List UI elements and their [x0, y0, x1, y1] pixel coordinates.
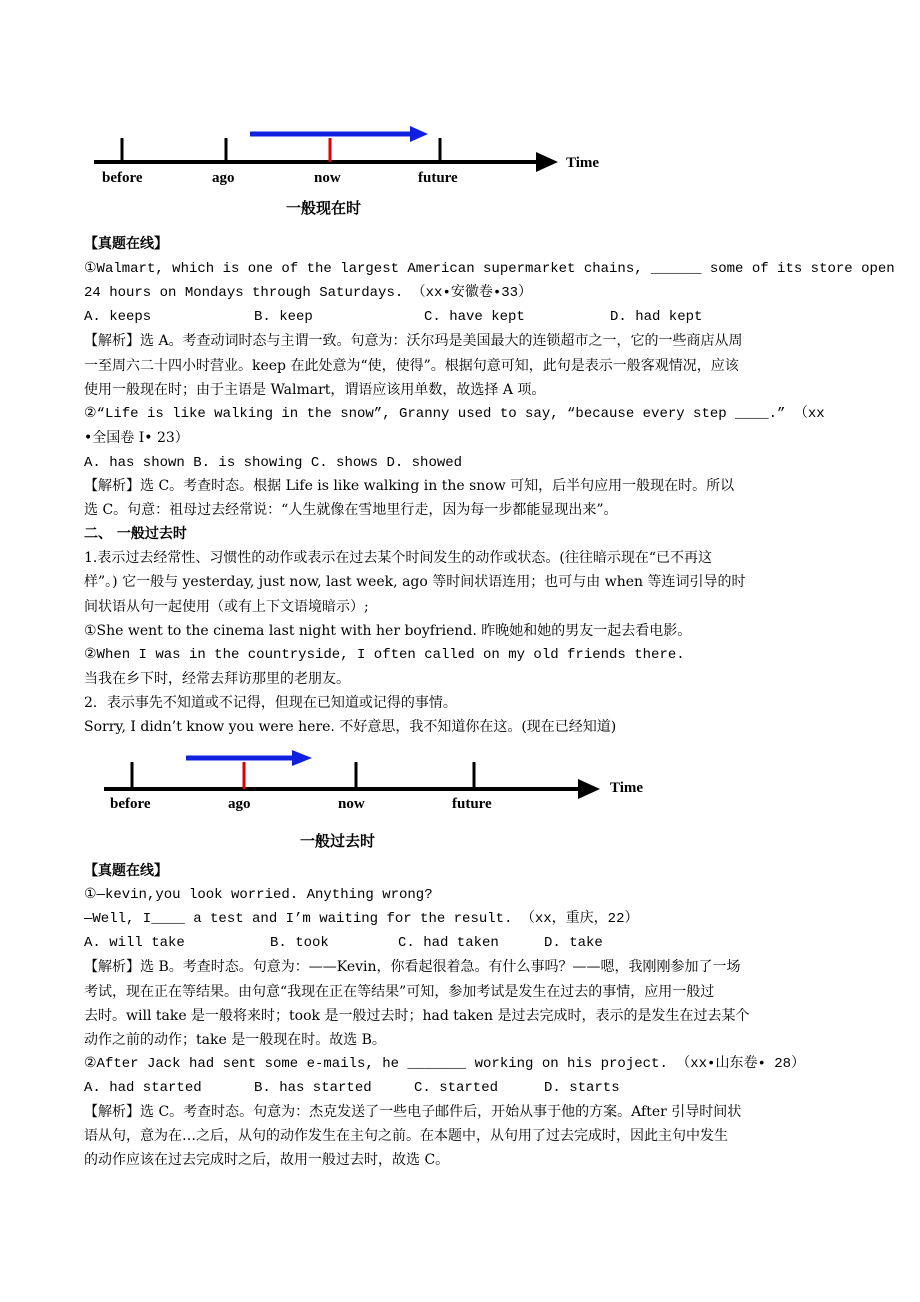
option-b: B. has started — [254, 1080, 372, 1096]
analysis-1-line-1: 【解析】选 A。考查动词时态与主谓一致。句意为：沃尔玛是美国最大的连锁超市之一，它的一些商店从周 — [84, 333, 743, 349]
axis-label-time: Time — [566, 155, 600, 171]
question-4-line-1: ②After Jack had sent some e-mails, he _______ working on his project. （xx•山东卷• 28） — [84, 1056, 806, 1072]
label-future: future — [418, 170, 458, 186]
label-now: now — [314, 170, 341, 186]
timeline-present-graphic — [0, 0, 920, 230]
section-heading-simple-past: 二、 一般过去时 — [84, 526, 187, 542]
point-1-line-2: 样”。) 它一般与 yesterday, just now, last week, ago 等时间状语连用；也可与由 when 等连词引导的时 — [84, 574, 746, 590]
analysis-4-line-1: 【解析】选 C。考查时态。句意为：杰克发送了一些电子邮件后，开始从事于他的方案。After 引导时间状 — [84, 1104, 742, 1120]
axis-arrowhead — [578, 779, 600, 799]
analysis-4-line-3: 的动作应该在过去完成时之后，故用一般过去时，故选 C。 — [84, 1152, 450, 1168]
question-2-line-1: ②“Life is like walking in the snow”, Granny used to say, “because every step ____.” （xx — [84, 406, 825, 422]
point-2: 2．表示事先不知道或不记得，但现在已知道或记得的事情。 — [84, 695, 457, 711]
example-2-translation: 当我在乡下时，经常去拜访那里的老朋友。 — [84, 671, 350, 687]
axis-label-time: Time — [610, 780, 644, 796]
analysis-1-line-3: 使用一般现在时；由于主语是 Walmart，谓语应该用单数，故选择 A 项。 — [84, 382, 546, 398]
option-c: C. started — [414, 1080, 499, 1096]
analysis-1-line-2: 一至周六二十四小时营业。keep 在此处意为“使，使得”。根据句意可知，此句是表示一般客观情况，应该 — [84, 358, 739, 374]
question-2-line-2: •全国卷 I• 23） — [84, 430, 189, 446]
timeline-caption: 一般过去时 — [300, 832, 376, 850]
analysis-2-line-2: 选 C。句意：祖母过去经常说：“人生就像在雪地里行走，因为每一步都能显现出来”。 — [84, 502, 618, 518]
timeline-caption: 一般现在时 — [286, 199, 362, 217]
question-3-line-1: ①—kevin,you look worried. Anything wrong? — [84, 887, 433, 903]
question-2-options: A. has shown B. is showing C. shows D. showed — [84, 455, 463, 471]
question-1-line-1: ①Walmart, which is one of the largest American supermarket chains, ______ some of its store open — [84, 261, 895, 277]
option-b: B. keep — [254, 309, 313, 325]
point-1-line-1: 1.表示过去经常性、习惯性的动作或表示在过去某个时间发生的动作或状态。(往往暗示现在“已不再这 — [84, 550, 712, 566]
label-ago: ago — [212, 170, 235, 186]
axis-arrowhead — [536, 152, 558, 172]
question-3-line-2: —Well, I____ a test and I’m waiting for the result. （xx，重庆，22） — [84, 911, 639, 927]
option-c: C. have kept — [424, 309, 525, 325]
option-b: B. took — [270, 935, 329, 951]
label-now: now — [338, 796, 365, 812]
option-d: D. starts — [544, 1080, 620, 1096]
analysis-3-line-4: 动作之前的动作；take 是一般现在时。故选 B。 — [84, 1032, 386, 1048]
example-3: Sorry, I didn’t know you were here. 不好意思，我不知道你在这。(现在已经知道) — [84, 719, 617, 735]
label-before: before — [110, 796, 151, 812]
analysis-4-line-2: 语从句，意为在…之后，从句的动作发生在主句之前。在本题中，从句用了过去完成时，因此主句中发生 — [84, 1128, 728, 1144]
question-1-line-2: 24 hours on Mondays through Saturdays. （xx•安徽卷•33） — [84, 285, 533, 301]
label-ago: ago — [228, 796, 251, 812]
duration-arrowhead — [410, 126, 428, 142]
option-a: A. had started — [84, 1080, 202, 1096]
example-1: ①She went to the cinema last night with her boyfriend. 昨晚她和她的男友一起去看电影。 — [84, 623, 692, 639]
option-c: C. had taken — [398, 935, 499, 951]
section-heading-real-questions: 【真题在线】 — [84, 236, 168, 252]
analysis-3-line-3: 去时。will take 是一般将来时；took 是一般过去时；had taken 是过去完成时，表示的是发生在过去某个 — [84, 1008, 750, 1024]
example-2: ②When I was in the countryside, I often called on my old friends there. — [84, 647, 685, 663]
analysis-2-line-1: 【解析】选 C。考查时态。根据 Life is like walking in the snow 可知，后半句应用一般现在时。所以 — [84, 478, 735, 494]
option-a: A. keeps — [84, 309, 152, 325]
section-heading-real-questions-2: 【真题在线】 — [84, 863, 168, 879]
option-d: D. take — [544, 935, 603, 951]
option-d: D. had kept — [610, 309, 703, 325]
label-future: future — [452, 796, 492, 812]
point-1-line-3: 间状语从句一起使用（或有上下文语境暗示）; — [84, 599, 369, 615]
duration-arrowhead — [292, 750, 312, 766]
option-a: A. will take — [84, 935, 185, 951]
analysis-3-line-1: 【解析】选 B。考查时态。句意为：——Kevin，你看起很着急。有什么事吗？——嗯，我刚刚参加了一场 — [84, 959, 741, 975]
analysis-3-line-2: 考试，现在正在等结果。由句意“我现在正在等结果”可知，参加考试是发生在过去的事情，应用一般过 — [84, 984, 715, 1000]
label-before: before — [102, 170, 143, 186]
